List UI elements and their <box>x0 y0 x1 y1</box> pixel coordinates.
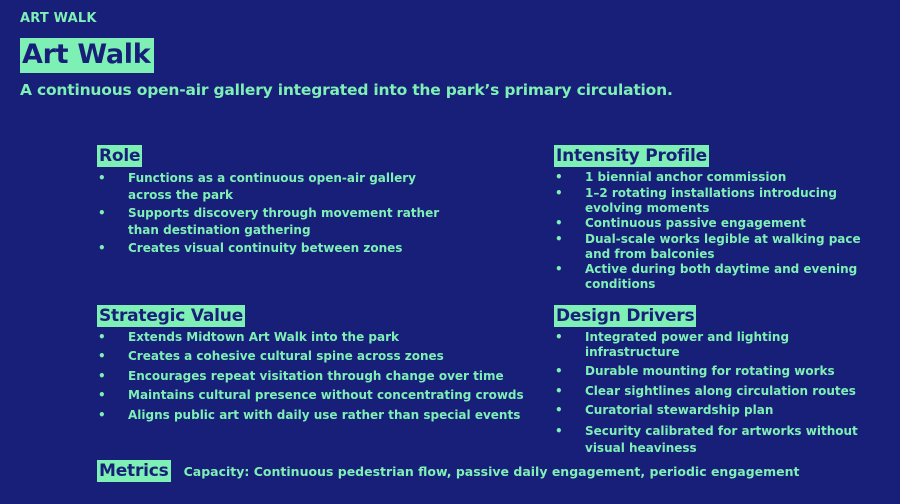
bullet-icon: • <box>98 349 106 364</box>
metrics-row <box>97 460 800 482</box>
bullet-icon: • <box>98 407 106 422</box>
page-subtitle: A continuous open-air gallery integrated into the park’s primary circulation. <box>20 81 673 99</box>
list-item-line: across the park <box>128 188 234 202</box>
list-item-line: Durable mounting for rotating works <box>585 364 835 379</box>
list-item-line: Functions as a continuous open-air gallery <box>128 171 416 185</box>
list-item-line: conditions <box>585 277 656 291</box>
strategic-value-heading: Strategic Value <box>99 306 244 326</box>
design-drivers-list <box>554 330 874 458</box>
list-item <box>554 232 874 262</box>
list-item <box>97 205 457 239</box>
bullet-icon: • <box>555 170 563 184</box>
design-drivers-section <box>554 305 874 462</box>
bullet-icon: • <box>98 368 106 383</box>
bullet-icon: • <box>555 262 563 276</box>
list-item <box>97 369 527 384</box>
list-item-line: Security calibrated for artworks without <box>585 423 858 438</box>
list-item-line: Curatorial stewardship plan <box>585 403 774 418</box>
list-item-line: Maintains cultural presence without concentrating crowds <box>128 388 524 403</box>
list-item-line: 1–2 rotating installations introducing <box>585 185 837 200</box>
eyebrow-label: ART WALK <box>20 11 97 26</box>
page-title: Art Walk <box>20 38 154 73</box>
bullet-icon: • <box>555 330 563 344</box>
list-item-line: visual heaviness <box>585 441 697 456</box>
intensity-profile-section <box>554 145 874 293</box>
bullet-icon: • <box>98 388 106 403</box>
bullet-icon: • <box>555 364 563 379</box>
list-item-line: Integrated power and lighting infrastructure <box>585 330 790 359</box>
list-item <box>554 384 874 399</box>
list-item-line: Extends Midtown Art Walk into the park <box>128 330 399 344</box>
list-item <box>554 330 874 360</box>
list-item <box>554 423 874 458</box>
intensity-profile-heading: Intensity Profile <box>556 146 707 166</box>
list-item-line: and from balconies <box>585 246 715 261</box>
list-item-line: Dual-scale works legible at walking pace <box>585 231 861 246</box>
bullet-icon: • <box>555 383 563 398</box>
metrics-text: Capacity: Continuous pedestrian flow, passive daily engagement, periodic engagement <box>183 463 800 479</box>
bullet-icon: • <box>555 403 563 418</box>
list-item-line: evolving moments <box>585 200 710 215</box>
intensity-profile-list <box>554 170 874 292</box>
list-item <box>554 364 874 379</box>
list-item <box>97 330 527 345</box>
list-item <box>97 349 527 364</box>
list-item <box>554 262 874 292</box>
bullet-icon: • <box>98 206 106 220</box>
role-section <box>97 145 457 258</box>
list-item-line: Supports discovery through movement rather <box>128 206 440 220</box>
list-item-line: Active during both daytime and evening <box>585 262 858 276</box>
list-item-line: Continuous passive engagement <box>585 216 806 230</box>
list-item <box>97 170 457 204</box>
bullet-icon: • <box>555 231 563 246</box>
metrics-heading: Metrics <box>99 461 169 481</box>
bullet-icon: • <box>555 216 563 230</box>
list-item <box>97 408 527 423</box>
list-item <box>97 388 527 403</box>
bullet-icon: • <box>555 423 563 438</box>
bullet-icon: • <box>98 171 106 185</box>
bullet-icon: • <box>555 185 563 200</box>
list-item <box>554 216 874 231</box>
list-item <box>97 240 457 257</box>
list-item <box>554 403 874 418</box>
list-item-line: Encourages repeat visitation through change over time <box>128 368 504 383</box>
list-item-line: Aligns public art with daily use rather than special events <box>128 407 521 422</box>
strategic-value-section <box>97 305 527 427</box>
bullet-icon: • <box>98 330 106 344</box>
list-item-line: Clear sightlines along circulation routes <box>585 383 856 398</box>
bullet-icon: • <box>98 241 106 255</box>
list-item <box>554 186 874 216</box>
role-heading: Role <box>99 146 141 166</box>
list-item-line: Creates a cohesive cultural spine across zones <box>128 349 444 364</box>
list-item-line: 1 biennial anchor commission <box>585 170 787 184</box>
list-item <box>554 170 874 185</box>
role-list <box>97 170 457 257</box>
design-drivers-heading: Design Drivers <box>556 306 695 326</box>
strategic-value-list <box>97 330 527 423</box>
list-item-line: than destination gathering <box>128 223 311 237</box>
list-item-line: Creates visual continuity between zones <box>128 241 403 255</box>
